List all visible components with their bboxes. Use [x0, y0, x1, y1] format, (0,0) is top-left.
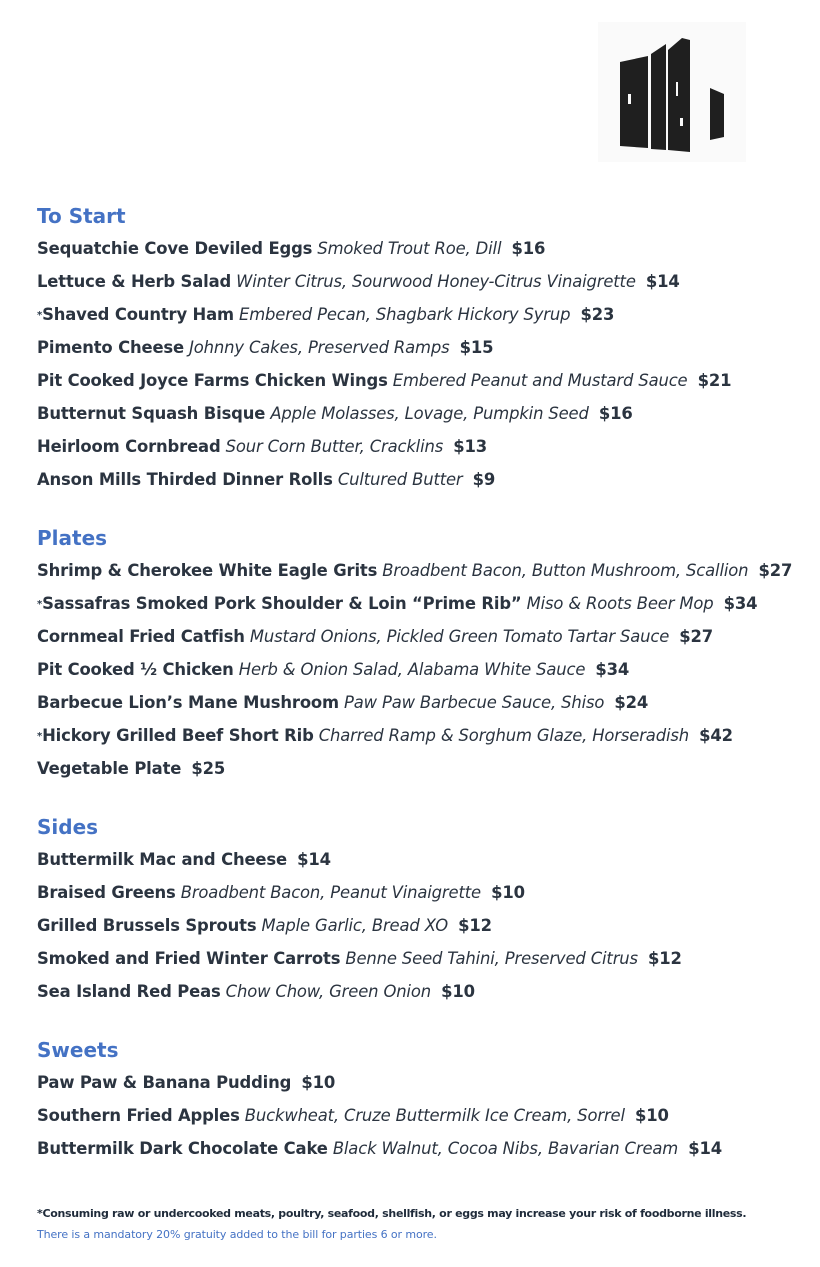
item-price: $23 — [580, 305, 615, 324]
item-name: Pit Cooked Joyce Farms Chicken Wings — [37, 371, 388, 390]
menu-item — [37, 653, 807, 686]
item-price: $27 — [679, 627, 714, 646]
menu-item — [37, 942, 807, 975]
menu-item — [37, 719, 807, 752]
raw-warning-mark: * — [37, 599, 43, 610]
logo — [598, 22, 746, 162]
item-price: $13 — [453, 437, 488, 456]
menu-item — [37, 686, 807, 719]
menu-item — [37, 587, 807, 620]
item-price: $21 — [697, 371, 732, 390]
item-name: Buttermilk Mac and Cheese — [37, 850, 287, 869]
menu-item — [37, 909, 807, 942]
item-price: $34 — [723, 594, 758, 613]
item-name: Pimento Cheese — [37, 338, 185, 357]
item-name: Sassafras Smoked Pork Shoulder & Loin “Prime Rib” — [42, 594, 522, 613]
item-description: Paw Paw Barbecue Sauce, Shiso — [344, 693, 605, 712]
item-name: Barbecue Lion’s Mane Mushroom — [37, 693, 339, 712]
menu-item — [37, 975, 807, 1008]
item-name: Sea Island Red Peas — [37, 982, 221, 1001]
item-name: Anson Mills Thirded Dinner Rolls — [37, 470, 333, 489]
menu-item — [37, 430, 807, 463]
menu-item — [37, 554, 807, 587]
item-description: Miso & Roots Beer Mop — [526, 594, 714, 613]
section-title: Sweets — [37, 1038, 119, 1062]
item-description: Embered Pecan, Shagbark Hickory Syrup — [239, 305, 571, 324]
item-price: $34 — [595, 660, 630, 679]
item-name: Southern Fried Apples — [37, 1106, 240, 1125]
item-description: Maple Garlic, Bread XO — [261, 916, 448, 935]
section-title: Sides — [37, 815, 99, 839]
gratuity-notice: There is a mandatory 20% gratuity added to the bill for parties 6 or more. — [37, 1228, 437, 1241]
item-price: $42 — [699, 726, 733, 745]
menu-item — [37, 876, 807, 909]
item-name: Hickory Grilled Beef Short Rib — [42, 726, 314, 745]
item-price: $12 — [648, 949, 682, 968]
section-title: Plates — [37, 526, 108, 550]
item-name: Shaved Country Ham — [42, 305, 234, 324]
item-description: Herb & Onion Salad, Alabama White Sauce — [238, 660, 586, 679]
menu-section — [37, 1034, 807, 1165]
item-description: Black Walnut, Cocoa Nibs, Bavarian Cream — [332, 1139, 679, 1158]
item-price: $10 — [301, 1073, 336, 1092]
menu-section — [37, 200, 807, 496]
item-price: $15 — [459, 338, 494, 357]
raw-warning-mark: * — [37, 731, 43, 742]
item-price: $16 — [598, 404, 633, 423]
item-price: $25 — [191, 759, 226, 778]
item-price: $27 — [758, 561, 793, 580]
item-description: Chow Chow, Green Onion — [225, 982, 431, 1001]
item-description: Buckwheat, Cruze Buttermilk Ice Cream, Sorrel — [244, 1106, 625, 1125]
item-name: Grilled Brussels Sprouts — [37, 916, 257, 935]
item-description: Broadbent Bacon, Button Mushroom, Scallion — [382, 561, 749, 580]
item-name: Pit Cooked ½ Chicken — [37, 660, 234, 679]
item-name: Cornmeal Fried Catfish — [37, 627, 245, 646]
menu-item — [37, 232, 807, 265]
item-description: Embered Peanut and Mustard Sauce — [392, 371, 688, 390]
item-price: $14 — [688, 1139, 722, 1158]
item-description: Smoked Trout Roe, Dill — [317, 239, 502, 258]
menu-item — [37, 463, 807, 496]
item-price: $10 — [441, 982, 475, 1001]
menu-item — [37, 331, 807, 364]
item-price: $24 — [614, 693, 649, 712]
item-description: Apple Molasses, Lovage, Pumpkin Seed — [270, 404, 589, 423]
item-name: Paw Paw & Banana Pudding — [37, 1073, 292, 1092]
menu-item — [37, 1099, 807, 1132]
building-silhouette-logo-icon — [598, 22, 746, 162]
menu-item — [37, 1066, 807, 1099]
menu-item — [37, 364, 807, 397]
item-name: Smoked and Fried Winter Carrots — [37, 949, 341, 968]
item-name: Sequatchie Cove Deviled Eggs — [37, 239, 313, 258]
item-name: Braised Greens — [37, 883, 176, 902]
item-price: $10 — [635, 1106, 669, 1125]
menu-item — [37, 397, 807, 430]
item-price: $14 — [297, 850, 331, 869]
item-description: Sour Corn Butter, Cracklins — [225, 437, 444, 456]
menu-item — [37, 265, 807, 298]
item-description: Benne Seed Tahini, Preserved Citrus — [345, 949, 638, 968]
menu-item — [37, 298, 807, 331]
menu-section — [37, 522, 807, 785]
item-description: Broadbent Bacon, Peanut Vinaigrette — [180, 883, 481, 902]
item-name: Vegetable Plate — [37, 759, 182, 778]
item-price: $10 — [491, 883, 525, 902]
menu-item — [37, 843, 807, 876]
item-description: Cultured Butter — [337, 470, 463, 489]
item-name: Heirloom Cornbread — [37, 437, 221, 456]
item-name: Buttermilk Dark Chocolate Cake — [37, 1139, 328, 1158]
section-title: To Start — [37, 204, 126, 228]
raw-food-footnote: *Consuming raw or undercooked meats, poultry, seafood, shellfish, or eggs may increase your risk of foodborne illness. — [37, 1207, 747, 1220]
item-name: Butternut Squash Bisque — [37, 404, 266, 423]
menu-section — [37, 811, 807, 1008]
menu-item — [37, 620, 807, 653]
item-description: Winter Citrus, Sourwood Honey-Citrus Vinaigrette — [236, 272, 636, 291]
item-description: Charred Ramp & Sorghum Glaze, Horseradish — [318, 726, 689, 745]
raw-warning-mark: * — [37, 310, 43, 321]
item-name: Shrimp & Cherokee White Eagle Grits — [37, 561, 378, 580]
item-name: Lettuce & Herb Salad — [37, 272, 232, 291]
item-description: Mustard Onions, Pickled Green Tomato Tartar Sauce — [249, 627, 670, 646]
menu-item — [37, 1132, 807, 1165]
menu-item — [37, 752, 807, 785]
item-description: Johnny Cakes, Preserved Ramps — [189, 338, 450, 357]
item-price: $12 — [458, 916, 492, 935]
item-price: $14 — [645, 272, 680, 291]
menu — [37, 200, 807, 1191]
item-price: $9 — [472, 470, 496, 489]
item-price: $16 — [511, 239, 546, 258]
